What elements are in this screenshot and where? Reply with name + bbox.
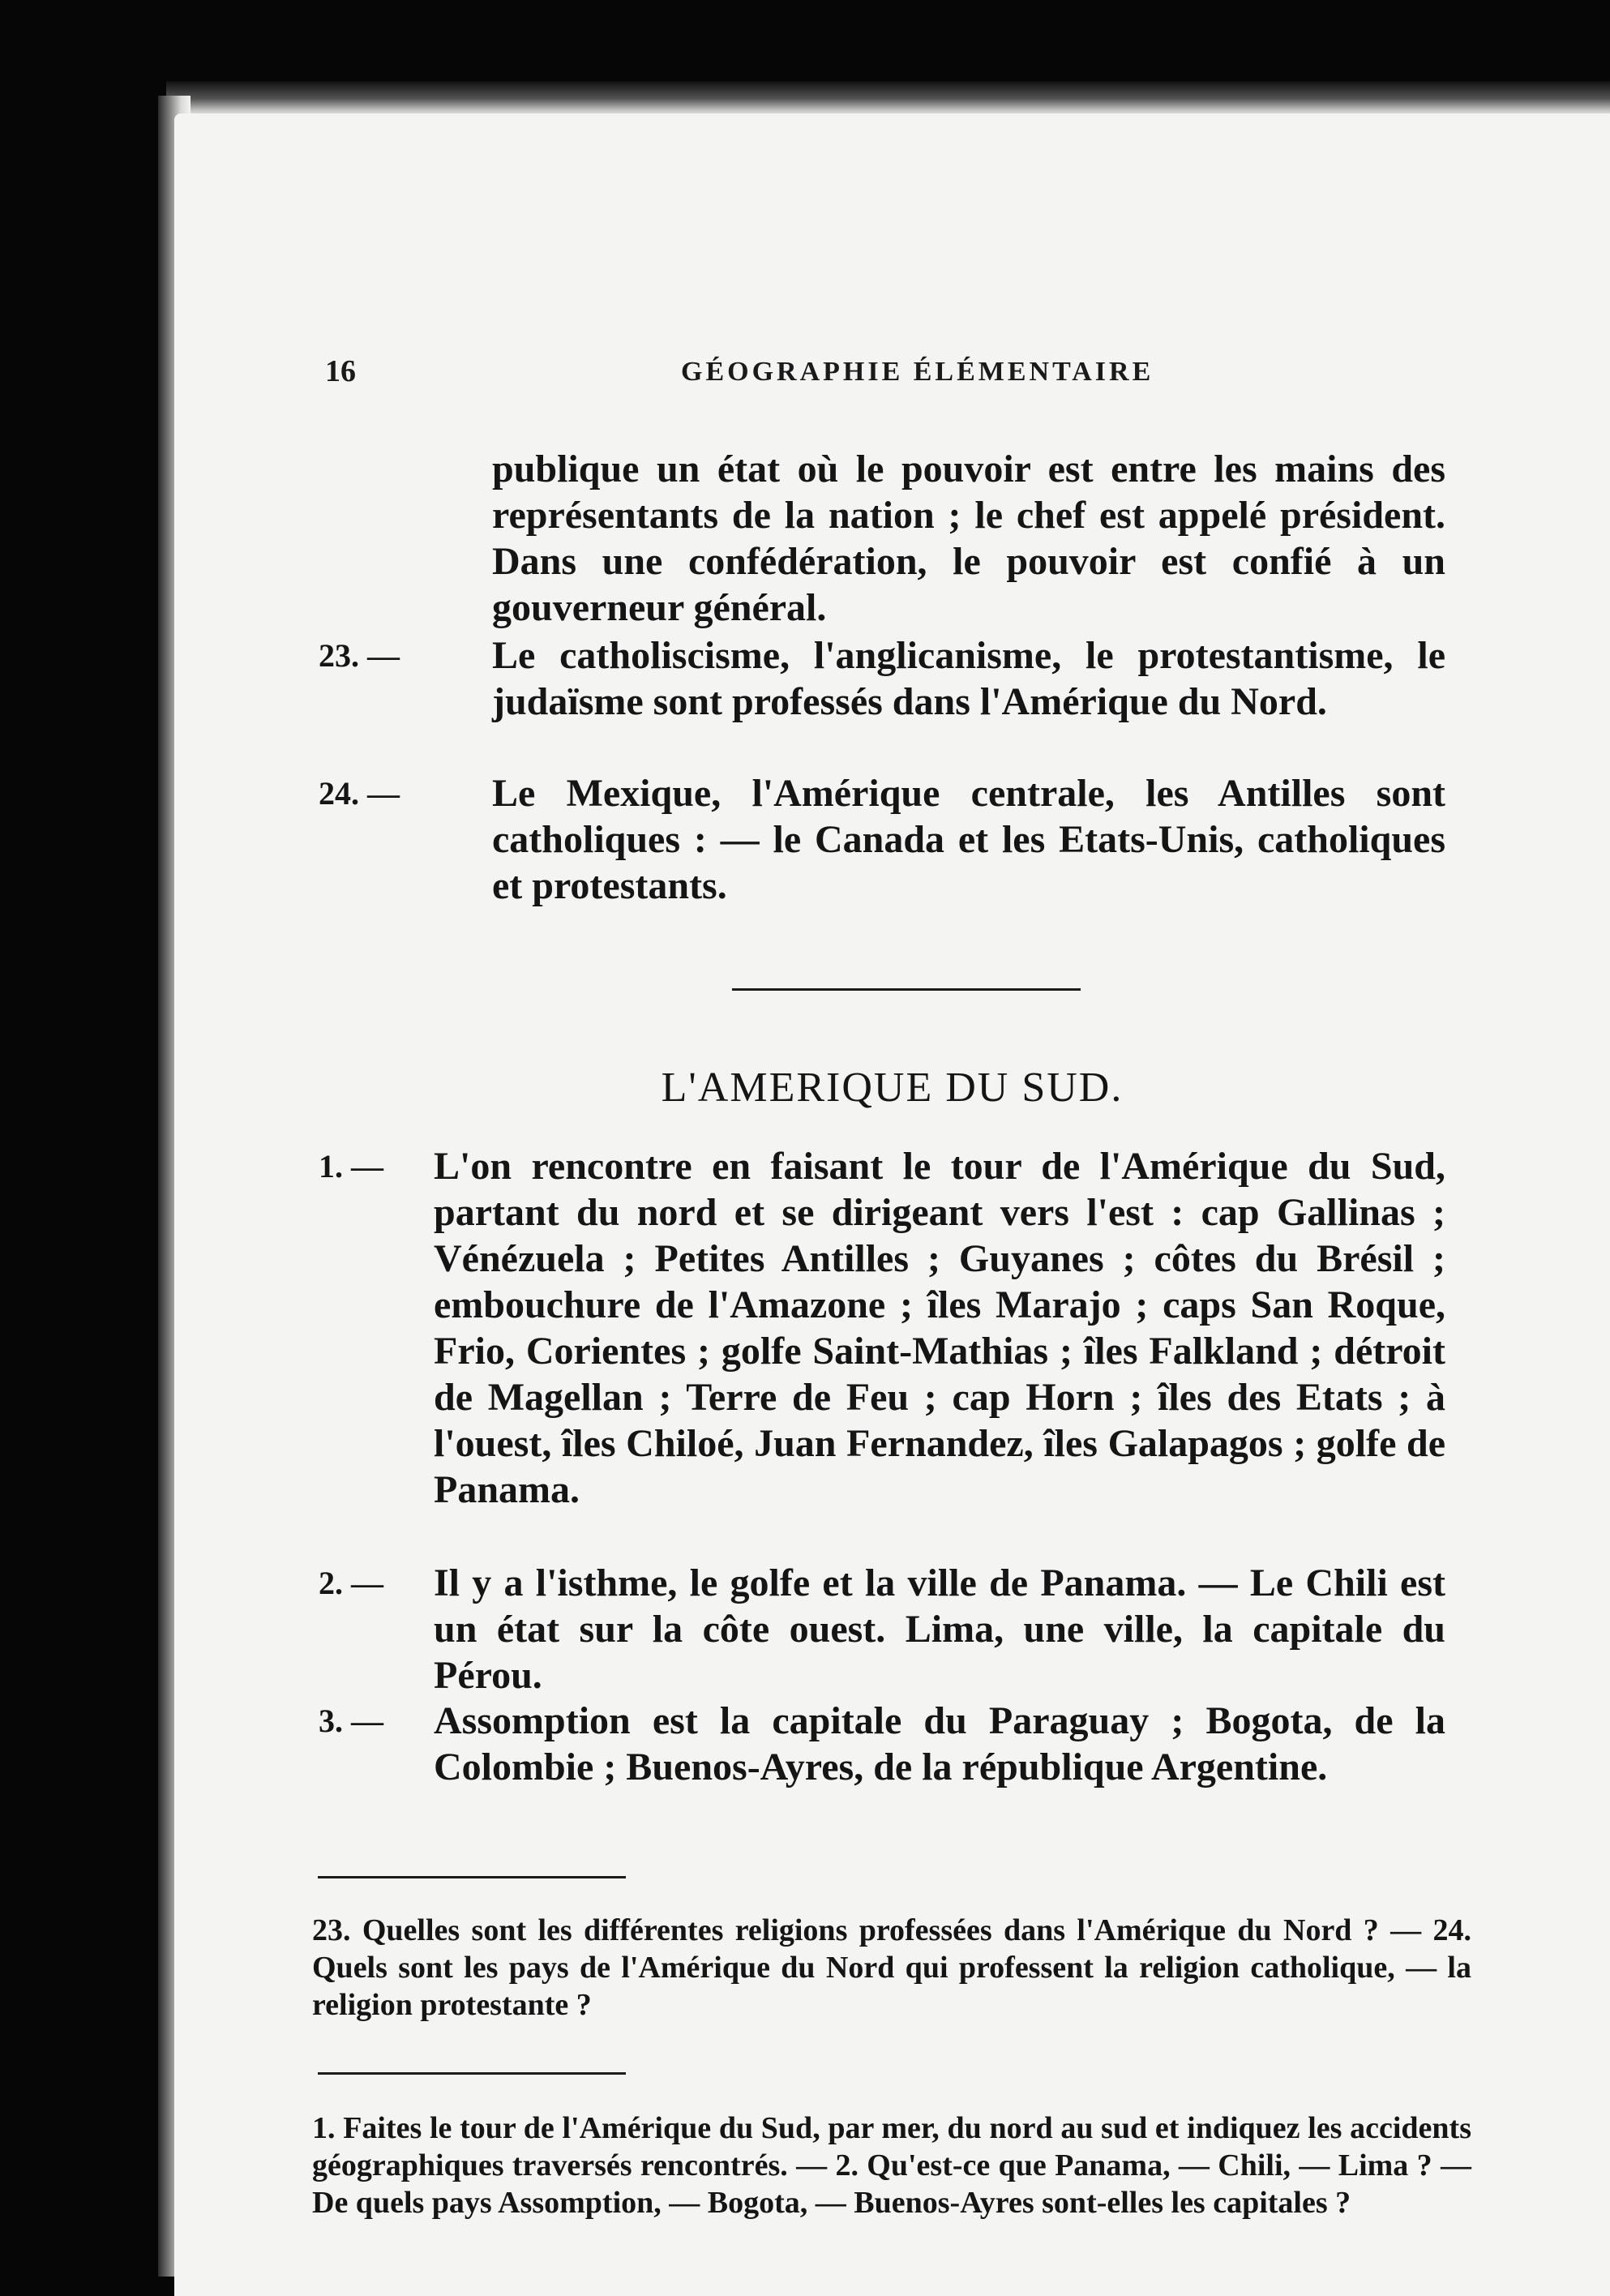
page-number: 16 — [325, 354, 356, 388]
section-divider — [732, 988, 1081, 991]
item-text: Le catholiscisme, l'anglicanisme, le protestantisme, le judaïsme sont professés dans l'Amérique du Nord. — [492, 634, 1445, 723]
continued-paragraph: publique un état où le pouvoir est entre les mains des représentants de la nation ; le chef est appelé président. Dans une confédération, le pouvoir est confié à un gouverneur général. — [492, 448, 1445, 629]
item-text: L'on rencontre en faisant le tour de l'Amérique du Sud, partant du nord et se dirigeant vers l'est : cap Gallinas ; Vénézuela ; Petites Antilles ; Guyanes ; côtes du Brésil ; embouchure de l'Amazone ; îles Marajo ; caps San Roque, Frio, Corientes ; golfe Saint-Mathias ; îles Falkland ; détroit de Magellan ; Terre de Feu ; cap Horn ; îles des Etats ; à l'ouest, îles Chiloé, Juan Fernandez, îles Galapagos ; golfe de Panama. — [434, 1145, 1445, 1511]
item-number: 1. — — [319, 1148, 383, 1184]
footnote-north: 23. Quelles sont les différentes religions professées dans l'Amérique du Nord ? — 24. Quels sont les pays de l'Amérique du Nord qui professent la religion catholique, — la religion protestante ? — [312, 1913, 1471, 2022]
section-title: L'AMERIQUE DU SUD. — [661, 1064, 1124, 1111]
page-edge-top — [166, 81, 1610, 117]
item-text: Il y a l'isthme, le golfe et la ville de Panama. — Le Chili est un état sur la côte ouest. Lima, une ville, la capitale du Pérou. — [434, 1561, 1445, 1697]
item-text: Le Mexique, l'Amérique centrale, les Antilles sont catholiques : — le Canada et les Etats-Unis, catholiques et protestants. — [492, 772, 1445, 907]
south-item-2 — [319, 1560, 1445, 1698]
running-title: GÉOGRAPHIE ÉLÉMENTAIRE — [681, 357, 1154, 387]
north-item-24 — [319, 770, 1445, 909]
footnote-divider — [318, 1876, 626, 1878]
running-header — [174, 353, 1610, 402]
item-number: 24. — — [319, 775, 400, 812]
book-page — [174, 114, 1610, 2296]
footnote-divider — [318, 2072, 626, 2075]
south-item-1 — [319, 1143, 1445, 1513]
item-number: 3. — — [319, 1703, 383, 1739]
south-item-3 — [319, 1698, 1445, 1790]
item-text: Assomption est la capitale du Paraguay ; Bogota, de la Colombie ; Buenos-Ayres, de la république Argentine. — [434, 1699, 1445, 1788]
footnote-south: 1. Faites le tour de l'Amérique du Sud, par mer, du nord au sud et indiquez les accidents géographiques traversés rencontrés. — 2. Qu'est-ce que Panama, — Chili, — Lima ? — De quels pays Assomption, — Bogota, — Buenos-Ayres sont-elles les capitales ? — [312, 2111, 1471, 2220]
item-number: 23. — — [319, 637, 400, 674]
north-item-23 — [319, 632, 1445, 725]
item-number: 2. — — [319, 1565, 383, 1601]
